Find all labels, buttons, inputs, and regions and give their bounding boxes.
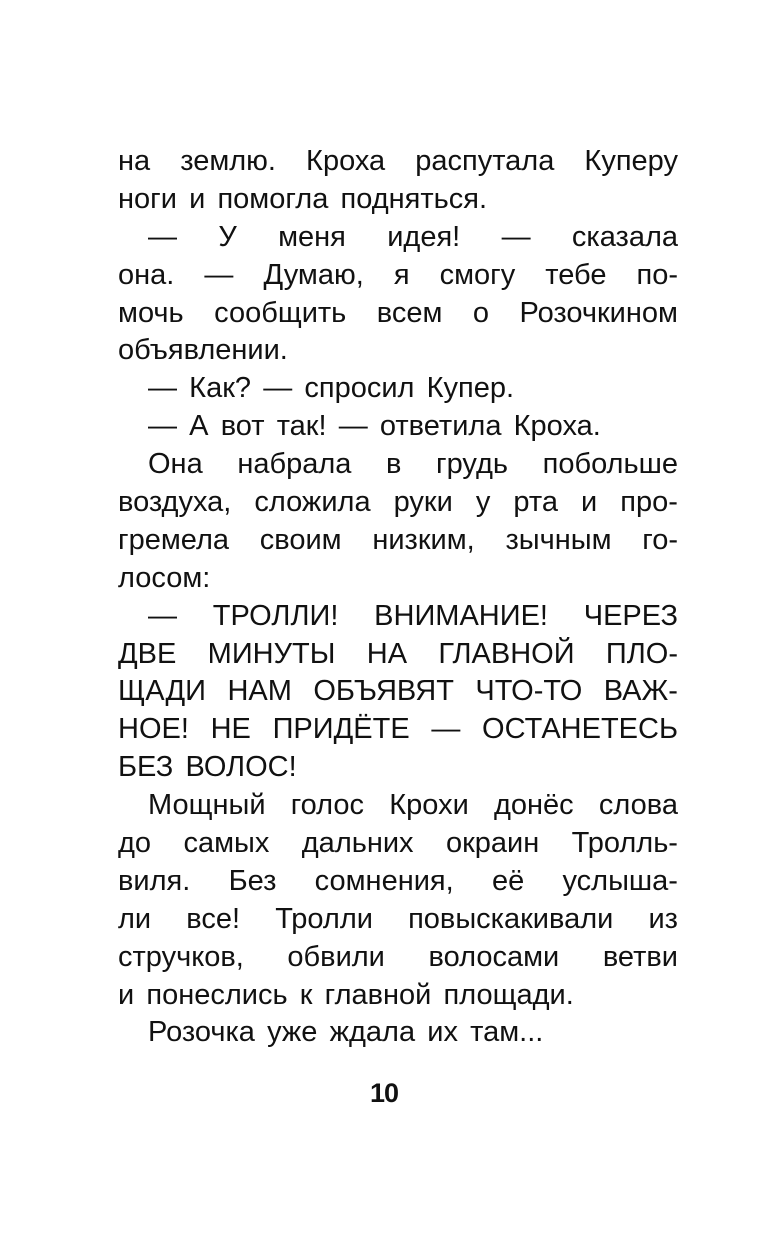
word: главной <box>324 978 432 1011</box>
word: Куперу <box>584 145 678 177</box>
word: — <box>148 599 177 632</box>
text-line <box>118 370 678 408</box>
word: ВНИМАНИЕ! <box>374 599 548 632</box>
word: она. <box>118 258 175 291</box>
word: по- <box>636 258 678 291</box>
word: гремела <box>118 523 229 556</box>
text-line <box>118 787 678 825</box>
word: Тролль- <box>571 827 678 860</box>
word: волосами <box>428 940 560 973</box>
word: и <box>118 978 135 1011</box>
text-line <box>118 598 678 636</box>
word: ОБЪЯВЯТ <box>313 675 454 708</box>
word: тебе <box>545 258 607 291</box>
word: ЩАДИ <box>118 675 206 708</box>
word: ВОЛОС! <box>185 751 297 784</box>
word: ответила <box>379 410 502 443</box>
word: обвили <box>287 940 385 973</box>
text-line <box>118 939 678 977</box>
word: там... <box>470 1016 544 1049</box>
text-line <box>118 673 678 711</box>
word: ОСТАНЕТЕСЬ <box>482 713 678 746</box>
word: — <box>431 713 461 746</box>
word: Мощный <box>148 789 266 822</box>
text-line <box>118 825 678 863</box>
word: виля. <box>118 864 191 897</box>
word: НОЕ! <box>118 713 189 746</box>
word: лосом: <box>118 561 211 594</box>
word: до <box>118 827 152 860</box>
word: Тролли <box>275 902 373 935</box>
word: Кроха <box>306 145 386 177</box>
text-line <box>118 636 678 674</box>
word: Купер. <box>426 372 515 405</box>
word: Кроха. <box>513 410 601 443</box>
word: ждала <box>329 1016 416 1049</box>
word: сомнения, <box>314 864 454 897</box>
word: У <box>218 220 237 253</box>
word: руки <box>393 486 453 519</box>
word: ТРОЛЛИ! <box>212 599 339 632</box>
word: сказала <box>571 220 678 253</box>
word: идея! <box>387 220 461 253</box>
word: землю. <box>180 145 276 177</box>
text-line <box>118 977 678 1015</box>
text-line <box>118 332 678 370</box>
word: НАМ <box>227 675 292 708</box>
text-line <box>118 711 678 749</box>
word: уже <box>267 1016 318 1049</box>
word: её <box>491 864 525 897</box>
word: — <box>148 410 177 443</box>
text-line <box>118 560 678 598</box>
word: вот <box>220 410 265 443</box>
word: смогу <box>439 258 516 291</box>
text-line <box>118 484 678 522</box>
word: о <box>472 296 490 329</box>
word: донёс <box>493 789 574 822</box>
word: ЧЕРЕЗ <box>583 599 678 632</box>
word: голос <box>290 789 365 822</box>
word: у <box>475 486 491 519</box>
word: ПЛО- <box>605 637 678 670</box>
word: сообщить <box>214 296 347 329</box>
word: — <box>148 372 177 405</box>
text-line <box>118 446 678 484</box>
word: НЕ <box>210 713 251 746</box>
text-line <box>118 181 678 219</box>
word: ЧТО-ТО <box>475 675 583 708</box>
word: ли <box>118 902 152 935</box>
word: окраин <box>445 827 540 860</box>
word: МИНУТЫ <box>207 637 336 670</box>
word: — <box>148 220 177 253</box>
page-number: 10 <box>369 1078 399 1108</box>
word: зычным <box>505 523 612 556</box>
word: понеслись <box>146 978 288 1011</box>
word: мочь <box>118 296 184 329</box>
text-line <box>118 257 678 295</box>
word: самых <box>183 827 270 860</box>
word: подняться. <box>340 182 488 215</box>
word: А <box>189 410 209 443</box>
word: — <box>204 258 234 291</box>
text-line <box>118 863 678 901</box>
word: ДВЕ <box>118 637 177 670</box>
word: Как? <box>189 372 252 405</box>
word: так! <box>276 410 327 443</box>
word: — <box>501 220 531 253</box>
word: ГЛАВНОЙ <box>438 637 575 670</box>
word: из <box>648 902 678 935</box>
word: ПРИДЁТЕ <box>272 713 410 746</box>
word: меня <box>278 220 346 253</box>
word: ветви <box>602 940 678 973</box>
word: слова <box>598 789 678 822</box>
word: побольше <box>542 448 678 481</box>
word: повыскакивали <box>408 902 614 935</box>
word: услыша- <box>562 864 678 897</box>
word: набрала <box>237 448 352 481</box>
text-line <box>118 749 678 787</box>
word: и <box>189 182 206 215</box>
text-line <box>118 219 678 257</box>
word: воздуха, <box>118 486 232 519</box>
text-line <box>118 295 678 333</box>
word: ВАЖ- <box>603 675 678 708</box>
word: дальних <box>301 827 414 860</box>
word: Думаю, <box>263 258 364 291</box>
word: НА <box>366 637 408 670</box>
text-line <box>118 408 678 446</box>
word: все! <box>186 902 241 935</box>
word: площади. <box>443 978 574 1011</box>
word: к <box>299 978 313 1011</box>
word: про- <box>620 486 678 519</box>
word: низким, <box>372 523 475 556</box>
word: спросил <box>304 372 415 405</box>
word: я <box>393 258 410 291</box>
text-line <box>118 901 678 939</box>
text-line <box>118 522 678 560</box>
word: ноги <box>118 182 177 215</box>
word: го- <box>642 523 678 556</box>
word: грудь <box>436 448 508 481</box>
word: рта <box>513 486 558 519</box>
word: и <box>581 486 598 519</box>
word: Без <box>228 864 277 897</box>
word: помогла <box>217 182 329 215</box>
word: — <box>263 372 293 405</box>
body-text <box>118 143 678 1052</box>
word: их <box>427 1016 458 1049</box>
word: БЕЗ <box>118 751 174 784</box>
word: сложила <box>254 486 371 519</box>
word: Розочкином <box>519 296 678 329</box>
word: распутала <box>415 145 555 177</box>
word: всем <box>376 296 443 329</box>
word: своим <box>259 523 342 556</box>
text-line <box>118 1014 678 1052</box>
word: объявлении. <box>118 334 288 367</box>
word: в <box>386 448 402 481</box>
word: Розочка <box>148 1016 255 1049</box>
word: Она <box>148 448 203 481</box>
text-line <box>118 143 678 181</box>
word: стручков, <box>118 940 244 973</box>
word: Крохи <box>389 789 469 822</box>
word: — <box>338 410 368 443</box>
word: на <box>118 145 151 177</box>
